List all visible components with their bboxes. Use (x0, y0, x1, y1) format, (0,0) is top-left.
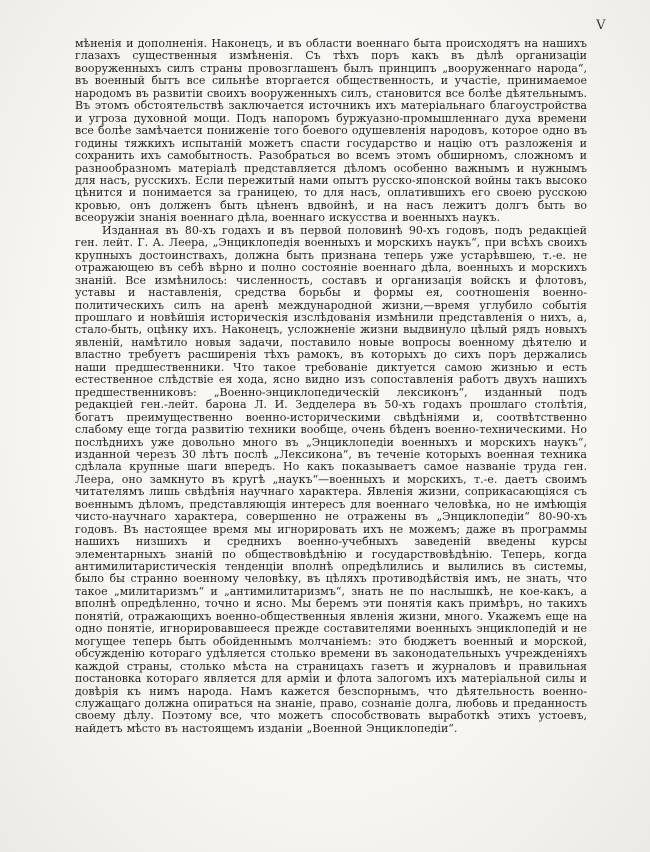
paragraph: Изданная въ 80-хъ годахъ и въ первой половинѣ 90-хъ годовъ, подъ редакціей ген. лейт. Г. А. Леера, „Энциклопедія военныхъ и морскихъ наукъ“, при всѣхъ своихъ крупныхъ достоинствахъ, должна быть признана теперь уже устарѣвшею, т.-е. не отражающею въ себѣ вѣрно и полно состояніе военнаго дѣла, военныхъ и морскихъ знаній. Все измѣнилось: численность, составъ и организація войскъ и флотовъ, уставы и наставленія, средства борьбы и формы ея, соотношенія военно-политическихъ силъ на аренѣ международной жизни,—время углубило событія прошлаго и новѣйшія историческія изслѣдованія измѣнили представленія о нихъ, а, стало-быть, оцѣнку ихъ. Наконецъ, усложненіе жизни выдвинуло цѣлый рядъ новыхъ явленій, намѣтило новыя задачи, поставило новые вопросы военному дѣятелю и властно требуетъ расширенія тѣхъ рамокъ, въ которыхъ до сихъ поръ держались наши предшественники. Что такое требованіе диктуется самою жизнью и есть естественное слѣдствіе ея хода, ясно видно изъ сопоставленія работъ двухъ нашихъ предшественниковъ: „Военно-энциклопедическій лексиконъ“, изданный подъ редакціей ген.-лейт. барона Л. И. Зедделера въ 50-хъ годахъ прошлаго столѣтія, богатъ преимущественно военно-историческими свѣдѣніями и, соотвѣтственно слабому еще тогда развитію техники вообще, очень бѣденъ военно-техническими. Но послѣднихъ уже довольно много въ „Энциклопедіи военныхъ и морскихъ наукъ“, изданной черезъ 30 лѣтъ послѣ „Лексикона“, въ теченіе которыхъ военная техника сдѣлала крупные шаги впередъ. Но какъ показываетъ самое названіе труда ген. Леера, оно замкнуто въ кругѣ „наукъ“—военныхъ и морскихъ, т.-е. даетъ своимъ читателямъ лишь свѣдѣнія научнаго характера. Явленія жизни, соприкасающіяся съ военнымъ дѣломъ, представляющія интересъ для военнаго человѣка, но не имѣющія чисто-научнаго характера, совершенно не отражены въ „Энциклопедіи“ 80-90-хъ годовъ. Въ настоящее время мы игнорировать ихъ не можемъ; даже въ программы нашихъ низшихъ и среднихъ военно-учебныхъ заведеній введены курсы элементарныхъ знаній по обществовѣдѣнію и государствовѣдѣнію. Теперь, когда антимилитаристическія тенденціи вполнѣ опредѣлились и вылились въ системы, было бы странно военному человѣку, въ цѣляхъ противодѣйствія имъ, не знать, что такое „милитаризмъ“ и „антимилитаризмъ“, знать не по наслышкѣ, не кое-какъ, а вполнѣ опредѣленно, точно и ясно. Мы беремъ эти понятія какъ примѣръ, но такихъ понятій, отражающихъ военно-общественныя явленія жизни, много. Укажемъ еще на одно понятіе, игнорировавшееся прежде составителями военныхъ энциклопедій и не могущее теперь быть обойденнымъ молчаніемъ: это бюджетъ военный и морской, обсужденію котораго удѣляется столько времени въ законодательныхъ учрежденіяхъ каждой страны, столько мѣста на страницахъ газетъ и журналовъ и правильная постановка котораго является для арміи и флота залогомъ ихъ матеріальной силы и довѣрія къ нимъ народа. Намъ кажется безспорнымъ, что дѣятельность военно-служащаго должна опираться на знаніе, право, сознаніе долга, любовь и преданность своему дѣлу. Поэтому все, что можетъ способствовать выработкѣ этихъ устоевъ, найдетъ мѣсто въ настоящемъ изданіи „Военной Энциклопедіи“. (75, 223, 587, 735)
paragraph-continuation: мѣненія и дополненія. Наконецъ, и въ области военнаго быта происходятъ на нашихъ глазахъ существенныя измѣненія. Съ тѣхъ поръ какъ въ дѣлѣ организаціи вооруженныхъ силъ страны провозглашенъ былъ принципъ „вооруженнаго народа“, въ военный бытъ все сильнѣе вторгается общественность, и участіе, принимаемое народомъ въ развитіи своихъ вооруженныхъ силъ, становится все болѣе дѣятельнымъ. Въ этомъ обстоятельствѣ заключается источникъ ихъ матеріальнаго благоустройства и угроза духовной мощи. Подъ напоромъ буржуазно-промышленнаго духа времени все болѣе замѣчается пониженіе того боевого одушевленія народовъ, которое одно въ годины тяжкихъ испытаній можетъ спасти государство и націю отъ разложенія и сохранить ихъ самобытность. Разобраться во всемъ этомъ обширномъ, сложномъ и разнообразномъ матеріалѣ представляется дѣломъ особенно важнымъ и нужнымъ для насъ, русскихъ. Если пережитый нами опытъ русско-японской войны такъ высоко цѣнится и понимается за границею, то для насъ, оплатившихъ его своею русскою кровью, онъ долженъ быть цѣненъ вдвойнѣ, и на насъ лежитъ долгъ быть во всеоружіи знанія военнаго дѣла, военнаго искусства и военныхъ наукъ. (75, 37, 587, 225)
text-block (75, 38, 587, 735)
page-number: V (596, 18, 606, 33)
